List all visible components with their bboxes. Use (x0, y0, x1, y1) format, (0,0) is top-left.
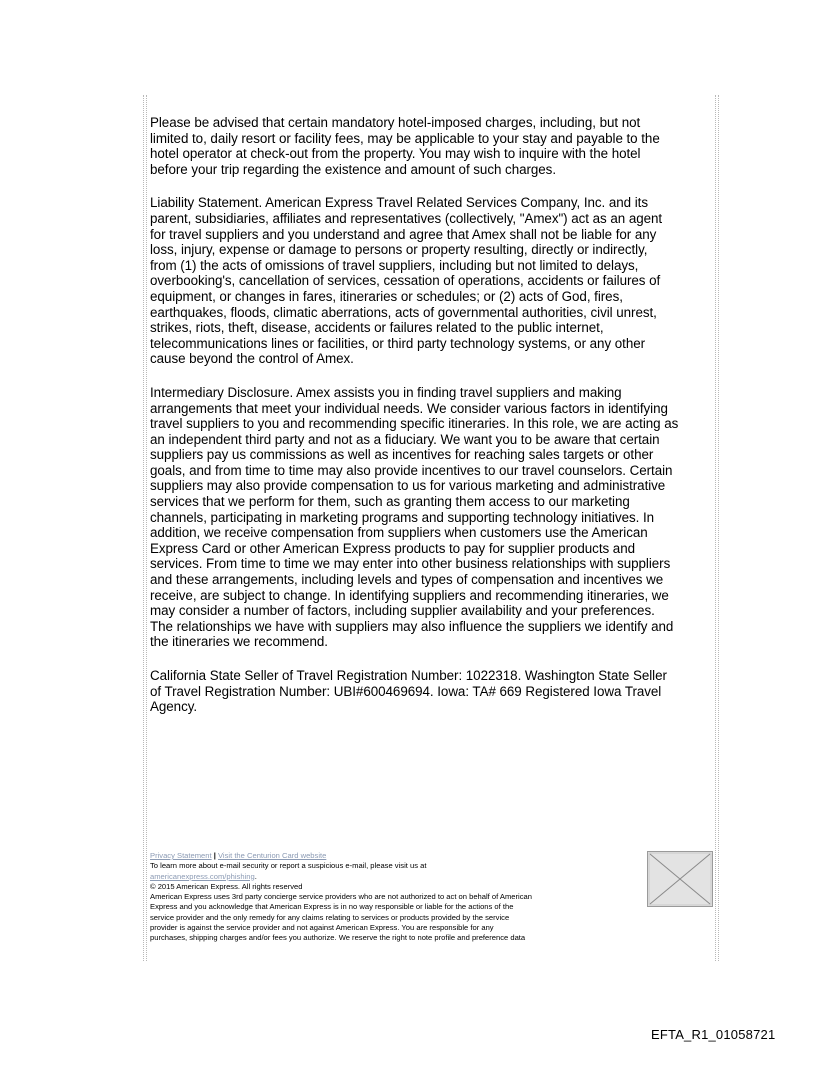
phishing-link[interactable]: americanexpress.com/phishing (150, 871, 255, 881)
security-text: To learn more about e-mail security or report a suspicious e-mail, please visit us at (150, 861, 427, 871)
link-separator: | (213, 851, 216, 860)
phishing-row (150, 872, 712, 882)
email-content (150, 115, 712, 733)
email-body-frame (143, 95, 719, 961)
intermediary-disclosure-paragraph: Intermediary Disclosure. Amex assists you in finding travel suppliers and making arrangements that meet your individual needs. We consider various factors in identifying travel suppliers to you and recommending specific itineraries. In this role, we are acting as an independent third party and not as a fiduciary. We want you to be aware that certain suppliers pay us commissions as well as incentives for reaching sales targets or other goals, and from time to time may also provide incentives to our travel counselors. Certain suppliers may also provide compensation to us for various marketing and administrative services that we perform for them, such as granting them access to our marketing channels, participating in marketing programs and supporting technology initiatives. In addition, we receive compensation from suppliers when customers use the American Express Card or other American Express products to pay for supplier products and services. From time to time we may enter into other business relationships with suppliers and these arrangements, including levels and types of compensation and incentives we receive, are subject to change. In identifying suppliers and recommending itineraries, we may consider a number of factors, including supplier availability and your preferences. The relationships we have with suppliers may also influence the suppliers we identify and the itineraries we recommend. (150, 384, 679, 650)
broken-image-cross (648, 852, 712, 906)
hotel-charges-paragraph: Please be advised that certain mandatory hotel-imposed charges, including, but not limited to, daily resort or facility fees, may be applicable to your stay and payable to the hotel operator at check-out from the property. You may wish to inquire with the hotel before your trip regarding the existence and amount of such charges. (150, 115, 660, 177)
email-footer (150, 851, 712, 944)
copyright-text: © 2015 American Express. All rights reserved (150, 881, 303, 891)
document-id: EFTA_R1_01058721 (651, 1027, 776, 1042)
broken-image-icon (647, 851, 713, 907)
liability-statement-paragraph: Liability Statement. American Express Travel Related Services Company, Inc. and its parent, subsidiaries, affiliates and representatives (collectively, "Amex") act as an agent for travel suppliers and you understand and agree that Amex shall not be liable for any loss, injury, expense or damage to persons or property resulting, directly or indirectly, from (1) the acts of omissions of travel suppliers, including but not limited to delays, overbooking's, cancellation of services, cessation of operations, accidents or failures of equipment, or changes in fares, itineraries or schedules; or (2) acts of God, fires, earthquakes, floods, climatic aberrations, acts of governmental authorities, civil unrest, strikes, riots, theft, disease, accidents or failures related to the public internet, telecommunications lines or facilities, or third party technology systems, or any other cause beyond the control of Amex. (150, 195, 663, 367)
concierge-disclaimer: American Express uses 3rd party concierge service providers who are not authorized to act on behalf of American Express and you acknowledge that American Express is in no way responsible or liable for the actions of the service provider and the only remedy for any claims relating to services or products provided by the service provider is against the service provider and not against American Express. You are responsible for any purchases, shipping charges and/or fees you authorize. We reserve the right to note profile and preference data (150, 892, 532, 943)
footer-links-row (150, 851, 712, 861)
centurion-card-link[interactable]: Visit the Centurion Card website (218, 851, 327, 860)
privacy-statement-link[interactable]: Privacy Statement (150, 851, 212, 860)
right-border-rule (715, 95, 719, 961)
seller-registration-paragraph: California State Seller of Travel Registration Number: 1022318. Washington State Seller of Travel Registration Number: UBI#600469694. Iowa: TA# 669 Registered Iowa Travel Agency. (150, 668, 667, 715)
left-border-rule (143, 95, 147, 961)
phishing-period: . (254, 871, 257, 881)
